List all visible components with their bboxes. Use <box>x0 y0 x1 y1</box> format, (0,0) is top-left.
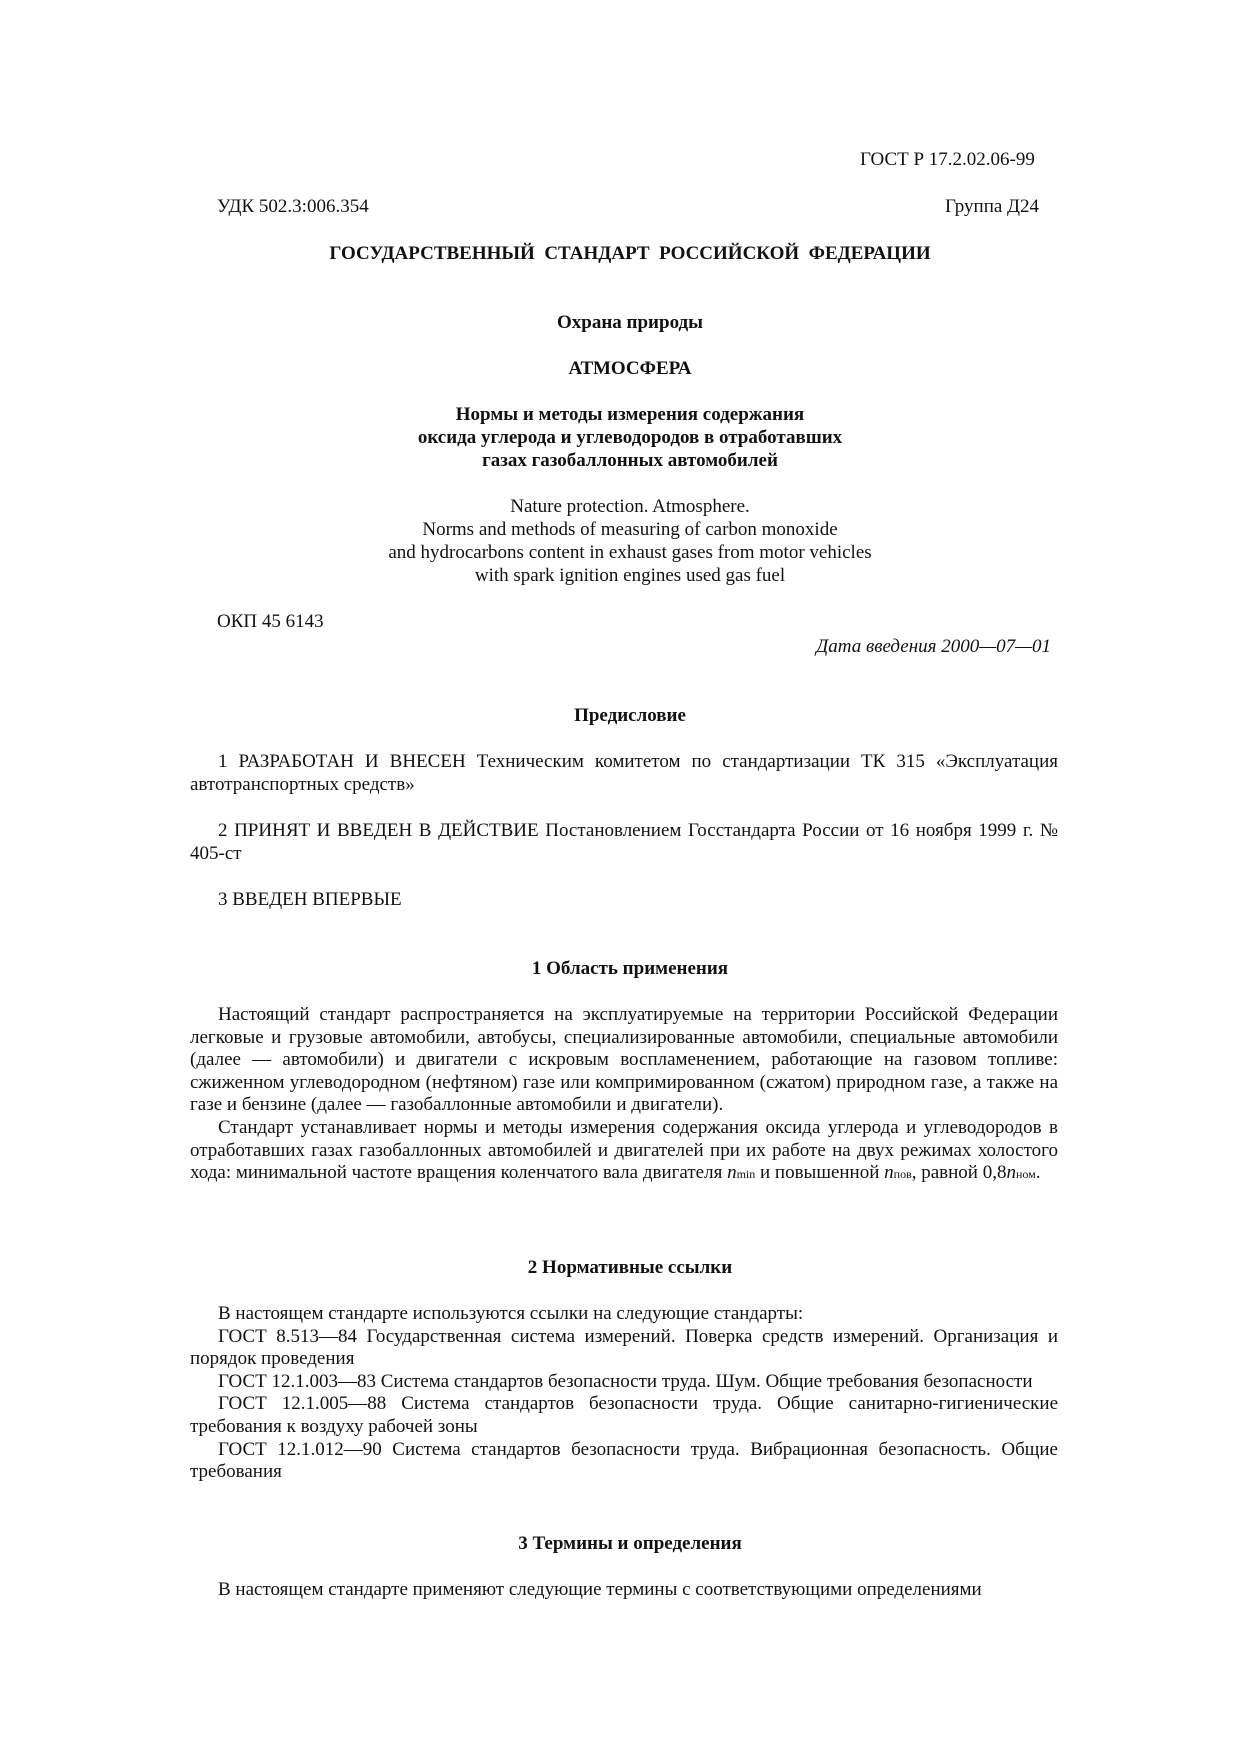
subscript-min: min <box>736 1167 756 1182</box>
para-2-end: . <box>1035 1162 1041 1184</box>
okp-code: ОКП 45 6143 <box>217 611 324 632</box>
n-symbol: n <box>884 1162 894 1184</box>
reference-item: ГОСТ 12.1.012—90 Система стандартов безопасности труда. Вибрационная безопасность. Общие требования <box>190 1438 1058 1483</box>
gost-number: ГОСТ Р 17.2.02.06-99 <box>860 149 1035 170</box>
title-en-line2: Norms and methods of measuring of carbon monoxide <box>422 519 838 540</box>
intro-date: Дата введения 2000—07—01 <box>816 636 1051 657</box>
section-3-body <box>190 1579 1058 1602</box>
reference-item: ГОСТ 12.1.005—88 Система стандартов безопасности труда. Общие санитарно-гигиенические требования к воздуху рабочей зоны <box>190 1393 1058 1437</box>
para-2-and: и повышенной <box>755 1162 885 1184</box>
title-ru-line4: оксида углерода и углеводородов в отработавших <box>417 427 843 448</box>
reference-item: ГОСТ 8.513—84 Государственная система измерений. Поверка средств измерений. Организация и порядок проведения <box>190 1325 1058 1370</box>
foreword-item-2 <box>190 820 1058 865</box>
title-en-line3: and hydrocarbons content in exhaust gases from motor vehicles <box>388 542 872 563</box>
section-1-body <box>190 1004 1058 1185</box>
para-2-equal: , равной 0,8 <box>911 1162 1007 1184</box>
section-2-body <box>190 1303 1058 1484</box>
foreword-item-2-text: 2 ПРИНЯТ И ВВЕДЕН В ДЕЙСТВИЕ Постановлением Госстандарта России от 16 ноября 1999 г. № 405-ст <box>190 820 1058 864</box>
foreword-item-3 <box>190 889 1058 912</box>
foreword-item-1-text: 1 РАЗРАБОТАН И ВНЕСЕН Техническим комитетом по стандартизации ТК 315 «Эксплуатация автотранспортных средств» <box>190 751 1058 795</box>
subscript-nom: ном <box>1015 1167 1036 1182</box>
title-en-line1: Nature protection. Atmosphere. <box>510 496 750 517</box>
section-3-heading: 3 Термины и определения <box>518 1533 742 1554</box>
title-ru-line3: Нормы и методы измерения содержания <box>455 404 805 425</box>
title-ru-line5: газах газобаллонных автомобилей <box>482 450 778 471</box>
section-1-heading: 1 Область применения <box>531 958 729 979</box>
subscript-pov: пов <box>893 1167 912 1182</box>
n-symbol: n <box>1006 1162 1016 1184</box>
state-standard-heading: ГОСУДАРСТВЕННЫЙ СТАНДАРТ РОССИЙСКОЙ ФЕДЕРАЦИИ <box>329 243 931 264</box>
section-2-intro: В настоящем стандарте используются ссылки на следующие стандарты: <box>218 1303 804 1324</box>
group-code: Группа Д24 <box>945 196 1040 217</box>
n-symbol: n <box>727 1162 737 1184</box>
reference-item: ГОСТ 12.1.003—83 Система стандартов безопасности труда. Шум. Общие требования безопасности <box>218 1370 1033 1392</box>
para-2-text: Стандарт устанавливает нормы и методы измерения содержания оксида углерода и углеводородов в отработавших газах газобаллонных автомобилей и двигателей при их работе на двух режимах холостого хода: минимальной частоте вращения коленчатого вала двигателя <box>190 1116 1058 1184</box>
section-1-para-2 <box>190 1117 1058 1185</box>
section-3-para-1: В настоящем стандарте применяют следующие термины с соответствующими определениями <box>218 1579 982 1600</box>
foreword-item-3-text: 3 ВВЕДЕН ВПЕРВЫЕ <box>218 889 402 910</box>
foreword-heading: Предисловие <box>574 705 686 726</box>
foreword-item-1 <box>190 751 1058 796</box>
title-ru-line1: Охрана природы <box>557 312 703 333</box>
section-1-para-1: Настоящий стандарт распространяется на эксплуатируемые на территории Российской Федерации легковые и грузовые автомобили, автобусы, специализированные автомобили, специальные автомобили (далее — автомобили) и двигатели с искровым воспламенением, работающие на газовом топливе: сжиженном углеводородном (нефтяном) газе или компримированном (сжатом) природном газе, а также на газе и бензине (далее — газобаллонные автомобили и двигатели). <box>190 1004 1058 1116</box>
title-ru-line2: АТМОСФЕРА <box>568 358 692 379</box>
udk-code: УДК 502.3:006.354 <box>217 196 369 217</box>
section-2-heading: 2 Нормативные ссылки <box>527 1257 733 1278</box>
title-en-line4: with spark ignition engines used gas fuel <box>474 565 786 586</box>
